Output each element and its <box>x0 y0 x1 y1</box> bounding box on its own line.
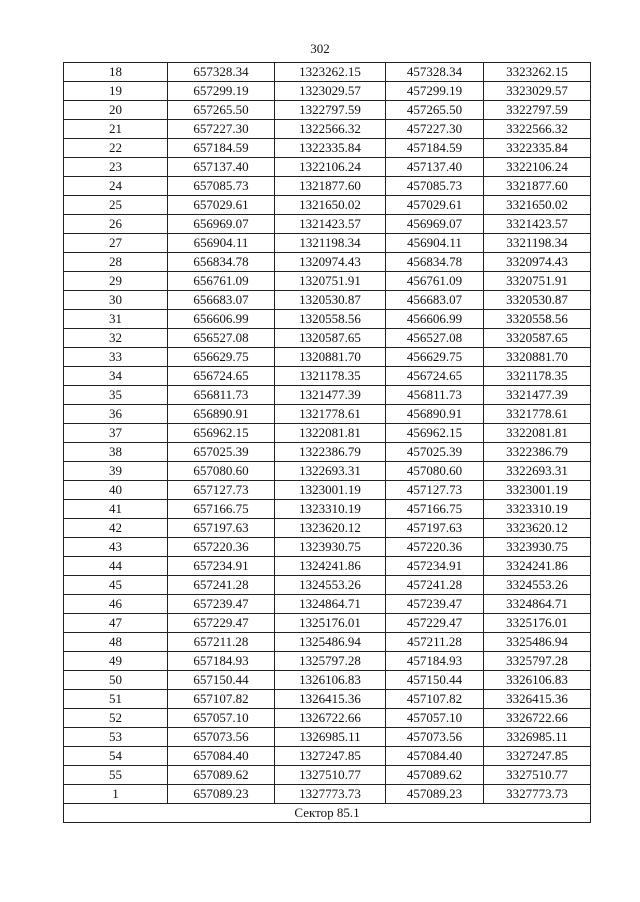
point-number-cell: 38 <box>64 443 168 462</box>
point-number-cell: 54 <box>64 747 168 766</box>
table-row <box>64 177 591 196</box>
x-coordinate-cell: 657084.40 <box>168 747 275 766</box>
y-local-cell: 3327247.85 <box>484 747 591 766</box>
table-row <box>64 120 591 139</box>
x-coordinate-cell: 656962.15 <box>168 424 275 443</box>
x-local-cell: 457080.60 <box>386 462 484 481</box>
y-coordinate-cell: 1321178.35 <box>275 367 386 386</box>
y-local-cell: 3320558.56 <box>484 310 591 329</box>
point-number-cell: 44 <box>64 557 168 576</box>
table-row <box>64 405 591 424</box>
x-coordinate-cell: 657073.56 <box>168 728 275 747</box>
x-local-cell: 457227.30 <box>386 120 484 139</box>
table-row <box>64 424 591 443</box>
y-coordinate-cell: 1320974.43 <box>275 253 386 272</box>
y-coordinate-cell: 1320587.65 <box>275 329 386 348</box>
x-local-cell: 456890.91 <box>386 405 484 424</box>
y-local-cell: 3321423.57 <box>484 215 591 234</box>
y-coordinate-cell: 1321198.34 <box>275 234 386 253</box>
y-local-cell: 3323930.75 <box>484 538 591 557</box>
y-coordinate-cell: 1325797.28 <box>275 652 386 671</box>
point-number-cell: 49 <box>64 652 168 671</box>
x-local-cell: 457073.56 <box>386 728 484 747</box>
x-local-cell: 457089.62 <box>386 766 484 785</box>
y-local-cell: 3320974.43 <box>484 253 591 272</box>
point-number-cell: 19 <box>64 82 168 101</box>
y-local-cell: 3323262.15 <box>484 63 591 82</box>
point-number-cell: 51 <box>64 690 168 709</box>
point-number-cell: 53 <box>64 728 168 747</box>
y-local-cell: 3320881.70 <box>484 348 591 367</box>
sector-label: Сектор 85.1 <box>64 804 591 823</box>
x-local-cell: 456834.78 <box>386 253 484 272</box>
x-coordinate-cell: 657239.47 <box>168 595 275 614</box>
point-number-cell: 32 <box>64 329 168 348</box>
y-coordinate-cell: 1322081.81 <box>275 424 386 443</box>
y-coordinate-cell: 1322386.79 <box>275 443 386 462</box>
y-coordinate-cell: 1323029.57 <box>275 82 386 101</box>
y-local-cell: 3327773.73 <box>484 785 591 804</box>
point-number-cell: 37 <box>64 424 168 443</box>
y-coordinate-cell: 1322106.24 <box>275 158 386 177</box>
y-coordinate-cell: 1326415.36 <box>275 690 386 709</box>
y-local-cell: 3324864.71 <box>484 595 591 614</box>
x-coordinate-cell: 657137.40 <box>168 158 275 177</box>
x-local-cell: 457211.28 <box>386 633 484 652</box>
x-coordinate-cell: 656629.75 <box>168 348 275 367</box>
table-row <box>64 462 591 481</box>
x-local-cell: 457265.50 <box>386 101 484 120</box>
table-row <box>64 139 591 158</box>
x-coordinate-cell: 657089.23 <box>168 785 275 804</box>
table-row <box>64 443 591 462</box>
y-local-cell: 3321198.34 <box>484 234 591 253</box>
y-coordinate-cell: 1323001.19 <box>275 481 386 500</box>
y-local-cell: 3323029.57 <box>484 82 591 101</box>
x-local-cell: 457220.36 <box>386 538 484 557</box>
x-coordinate-cell: 657299.19 <box>168 82 275 101</box>
table-row <box>64 310 591 329</box>
point-number-cell: 22 <box>64 139 168 158</box>
table-row <box>64 576 591 595</box>
x-local-cell: 457150.44 <box>386 671 484 690</box>
y-local-cell: 3321778.61 <box>484 405 591 424</box>
x-local-cell: 456629.75 <box>386 348 484 367</box>
point-number-cell: 41 <box>64 500 168 519</box>
y-coordinate-cell: 1321423.57 <box>275 215 386 234</box>
x-coordinate-cell: 657184.93 <box>168 652 275 671</box>
y-local-cell: 3324241.86 <box>484 557 591 576</box>
y-coordinate-cell: 1320751.91 <box>275 272 386 291</box>
y-local-cell: 3322335.84 <box>484 139 591 158</box>
table-row <box>64 766 591 785</box>
x-coordinate-cell: 657029.61 <box>168 196 275 215</box>
y-coordinate-cell: 1322797.59 <box>275 101 386 120</box>
point-number-cell: 24 <box>64 177 168 196</box>
point-number-cell: 30 <box>64 291 168 310</box>
x-local-cell: 457184.59 <box>386 139 484 158</box>
x-local-cell: 457029.61 <box>386 196 484 215</box>
table-row <box>64 291 591 310</box>
x-local-cell: 457229.47 <box>386 614 484 633</box>
x-coordinate-cell: 657127.73 <box>168 481 275 500</box>
point-number-cell: 43 <box>64 538 168 557</box>
y-local-cell: 3326106.83 <box>484 671 591 690</box>
point-number-cell: 35 <box>64 386 168 405</box>
table-row <box>64 690 591 709</box>
table-row <box>64 215 591 234</box>
y-coordinate-cell: 1326106.83 <box>275 671 386 690</box>
table-row <box>64 367 591 386</box>
y-coordinate-cell: 1323310.19 <box>275 500 386 519</box>
point-number-cell: 45 <box>64 576 168 595</box>
table-row <box>64 196 591 215</box>
x-local-cell: 457299.19 <box>386 82 484 101</box>
point-number-cell: 52 <box>64 709 168 728</box>
table-row <box>64 785 591 804</box>
x-local-cell: 457241.28 <box>386 576 484 595</box>
y-local-cell: 3320530.87 <box>484 291 591 310</box>
y-coordinate-cell: 1321650.02 <box>275 196 386 215</box>
table-row <box>64 329 591 348</box>
point-number-cell: 31 <box>64 310 168 329</box>
y-local-cell: 3325486.94 <box>484 633 591 652</box>
y-coordinate-cell: 1323262.15 <box>275 63 386 82</box>
x-coordinate-cell: 657085.73 <box>168 177 275 196</box>
table-row <box>64 747 591 766</box>
point-number-cell: 25 <box>64 196 168 215</box>
y-local-cell: 3323310.19 <box>484 500 591 519</box>
x-local-cell: 456683.07 <box>386 291 484 310</box>
y-local-cell: 3323620.12 <box>484 519 591 538</box>
x-local-cell: 457328.34 <box>386 63 484 82</box>
x-coordinate-cell: 656724.65 <box>168 367 275 386</box>
table-row <box>64 101 591 120</box>
x-local-cell: 457107.82 <box>386 690 484 709</box>
x-coordinate-cell: 656890.91 <box>168 405 275 424</box>
x-coordinate-cell: 656606.99 <box>168 310 275 329</box>
y-local-cell: 3321877.60 <box>484 177 591 196</box>
x-coordinate-cell: 657328.34 <box>168 63 275 82</box>
y-coordinate-cell: 1327773.73 <box>275 785 386 804</box>
y-local-cell: 3324553.26 <box>484 576 591 595</box>
y-coordinate-cell: 1327247.85 <box>275 747 386 766</box>
point-number-cell: 20 <box>64 101 168 120</box>
x-local-cell: 457137.40 <box>386 158 484 177</box>
y-coordinate-cell: 1322566.32 <box>275 120 386 139</box>
y-local-cell: 3325797.28 <box>484 652 591 671</box>
x-coordinate-cell: 657227.30 <box>168 120 275 139</box>
y-coordinate-cell: 1327510.77 <box>275 766 386 785</box>
y-local-cell: 3321650.02 <box>484 196 591 215</box>
point-number-cell: 26 <box>64 215 168 234</box>
table-row <box>64 595 591 614</box>
x-local-cell: 456606.99 <box>386 310 484 329</box>
y-local-cell: 3326722.66 <box>484 709 591 728</box>
table-row <box>64 158 591 177</box>
x-local-cell: 457234.91 <box>386 557 484 576</box>
point-number-cell: 33 <box>64 348 168 367</box>
table-row <box>64 557 591 576</box>
x-coordinate-cell: 657197.63 <box>168 519 275 538</box>
x-coordinate-cell: 657025.39 <box>168 443 275 462</box>
table-row <box>64 234 591 253</box>
point-number-cell: 46 <box>64 595 168 614</box>
table-row <box>64 63 591 82</box>
point-number-cell: 48 <box>64 633 168 652</box>
x-local-cell: 456527.08 <box>386 329 484 348</box>
y-local-cell: 3325176.01 <box>484 614 591 633</box>
y-coordinate-cell: 1323930.75 <box>275 538 386 557</box>
x-coordinate-cell: 657150.44 <box>168 671 275 690</box>
y-local-cell: 3323001.19 <box>484 481 591 500</box>
table-row <box>64 348 591 367</box>
x-coordinate-cell: 657080.60 <box>168 462 275 481</box>
y-local-cell: 3327510.77 <box>484 766 591 785</box>
x-local-cell: 457085.73 <box>386 177 484 196</box>
x-coordinate-cell: 656904.11 <box>168 234 275 253</box>
x-local-cell: 457089.23 <box>386 785 484 804</box>
x-coordinate-cell: 657057.10 <box>168 709 275 728</box>
x-local-cell: 456962.15 <box>386 424 484 443</box>
y-local-cell: 3321178.35 <box>484 367 591 386</box>
y-coordinate-cell: 1323620.12 <box>275 519 386 538</box>
table-row <box>64 709 591 728</box>
point-number-cell: 50 <box>64 671 168 690</box>
y-local-cell: 3322081.81 <box>484 424 591 443</box>
point-number-cell: 23 <box>64 158 168 177</box>
x-coordinate-cell: 656969.07 <box>168 215 275 234</box>
x-coordinate-cell: 657184.59 <box>168 139 275 158</box>
x-local-cell: 456724.65 <box>386 367 484 386</box>
x-coordinate-cell: 657107.82 <box>168 690 275 709</box>
point-number-cell: 18 <box>64 63 168 82</box>
table-row <box>64 633 591 652</box>
y-local-cell: 3326985.11 <box>484 728 591 747</box>
y-local-cell: 3322797.59 <box>484 101 591 120</box>
table-row <box>64 519 591 538</box>
x-coordinate-cell: 657241.28 <box>168 576 275 595</box>
x-coordinate-cell: 656834.78 <box>168 253 275 272</box>
x-coordinate-cell: 657265.50 <box>168 101 275 120</box>
table-row <box>64 82 591 101</box>
coordinates-table <box>63 62 591 823</box>
y-local-cell: 3322566.32 <box>484 120 591 139</box>
point-number-cell: 47 <box>64 614 168 633</box>
x-local-cell: 457166.75 <box>386 500 484 519</box>
table-row <box>64 386 591 405</box>
point-number-cell: 42 <box>64 519 168 538</box>
x-local-cell: 457127.73 <box>386 481 484 500</box>
point-number-cell: 1 <box>64 785 168 804</box>
x-coordinate-cell: 657089.62 <box>168 766 275 785</box>
y-coordinate-cell: 1320558.56 <box>275 310 386 329</box>
y-coordinate-cell: 1321778.61 <box>275 405 386 424</box>
y-coordinate-cell: 1324241.86 <box>275 557 386 576</box>
x-local-cell: 457197.63 <box>386 519 484 538</box>
table-row <box>64 652 591 671</box>
x-local-cell: 457025.39 <box>386 443 484 462</box>
y-coordinate-cell: 1321477.39 <box>275 386 386 405</box>
y-coordinate-cell: 1326985.11 <box>275 728 386 747</box>
table-row <box>64 538 591 557</box>
y-coordinate-cell: 1325176.01 <box>275 614 386 633</box>
y-coordinate-cell: 1320530.87 <box>275 291 386 310</box>
x-coordinate-cell: 657229.47 <box>168 614 275 633</box>
x-coordinate-cell: 656811.73 <box>168 386 275 405</box>
y-local-cell: 3321477.39 <box>484 386 591 405</box>
y-coordinate-cell: 1322693.31 <box>275 462 386 481</box>
point-number-cell: 21 <box>64 120 168 139</box>
y-local-cell: 3320751.91 <box>484 272 591 291</box>
y-coordinate-cell: 1322335.84 <box>275 139 386 158</box>
point-number-cell: 28 <box>64 253 168 272</box>
y-coordinate-cell: 1324864.71 <box>275 595 386 614</box>
coordinates-table-body <box>64 63 591 804</box>
table-row <box>64 272 591 291</box>
y-local-cell: 3322386.79 <box>484 443 591 462</box>
point-number-cell: 39 <box>64 462 168 481</box>
x-coordinate-cell: 656761.09 <box>168 272 275 291</box>
x-local-cell: 456969.07 <box>386 215 484 234</box>
point-number-cell: 36 <box>64 405 168 424</box>
point-number-cell: 27 <box>64 234 168 253</box>
table-footer-row <box>64 804 591 823</box>
x-local-cell: 457084.40 <box>386 747 484 766</box>
y-local-cell: 3322693.31 <box>484 462 591 481</box>
x-local-cell: 457057.10 <box>386 709 484 728</box>
y-local-cell: 3320587.65 <box>484 329 591 348</box>
y-local-cell: 3322106.24 <box>484 158 591 177</box>
point-number-cell: 40 <box>64 481 168 500</box>
table-row <box>64 481 591 500</box>
x-local-cell: 457184.93 <box>386 652 484 671</box>
point-number-cell: 29 <box>64 272 168 291</box>
y-coordinate-cell: 1321877.60 <box>275 177 386 196</box>
x-coordinate-cell: 657166.75 <box>168 500 275 519</box>
x-coordinate-cell: 656527.08 <box>168 329 275 348</box>
table-row <box>64 253 591 272</box>
y-coordinate-cell: 1326722.66 <box>275 709 386 728</box>
x-local-cell: 456811.73 <box>386 386 484 405</box>
y-coordinate-cell: 1324553.26 <box>275 576 386 595</box>
x-local-cell: 456761.09 <box>386 272 484 291</box>
table-row <box>64 614 591 633</box>
x-coordinate-cell: 657211.28 <box>168 633 275 652</box>
y-local-cell: 3326415.36 <box>484 690 591 709</box>
point-number-cell: 34 <box>64 367 168 386</box>
x-local-cell: 457239.47 <box>386 595 484 614</box>
page-number: 302 <box>310 41 330 56</box>
table-row <box>64 728 591 747</box>
point-number-cell: 55 <box>64 766 168 785</box>
x-local-cell: 456904.11 <box>386 234 484 253</box>
y-coordinate-cell: 1325486.94 <box>275 633 386 652</box>
x-coordinate-cell: 657234.91 <box>168 557 275 576</box>
x-coordinate-cell: 657220.36 <box>168 538 275 557</box>
y-coordinate-cell: 1320881.70 <box>275 348 386 367</box>
table-row <box>64 671 591 690</box>
x-coordinate-cell: 656683.07 <box>168 291 275 310</box>
table-row <box>64 500 591 519</box>
